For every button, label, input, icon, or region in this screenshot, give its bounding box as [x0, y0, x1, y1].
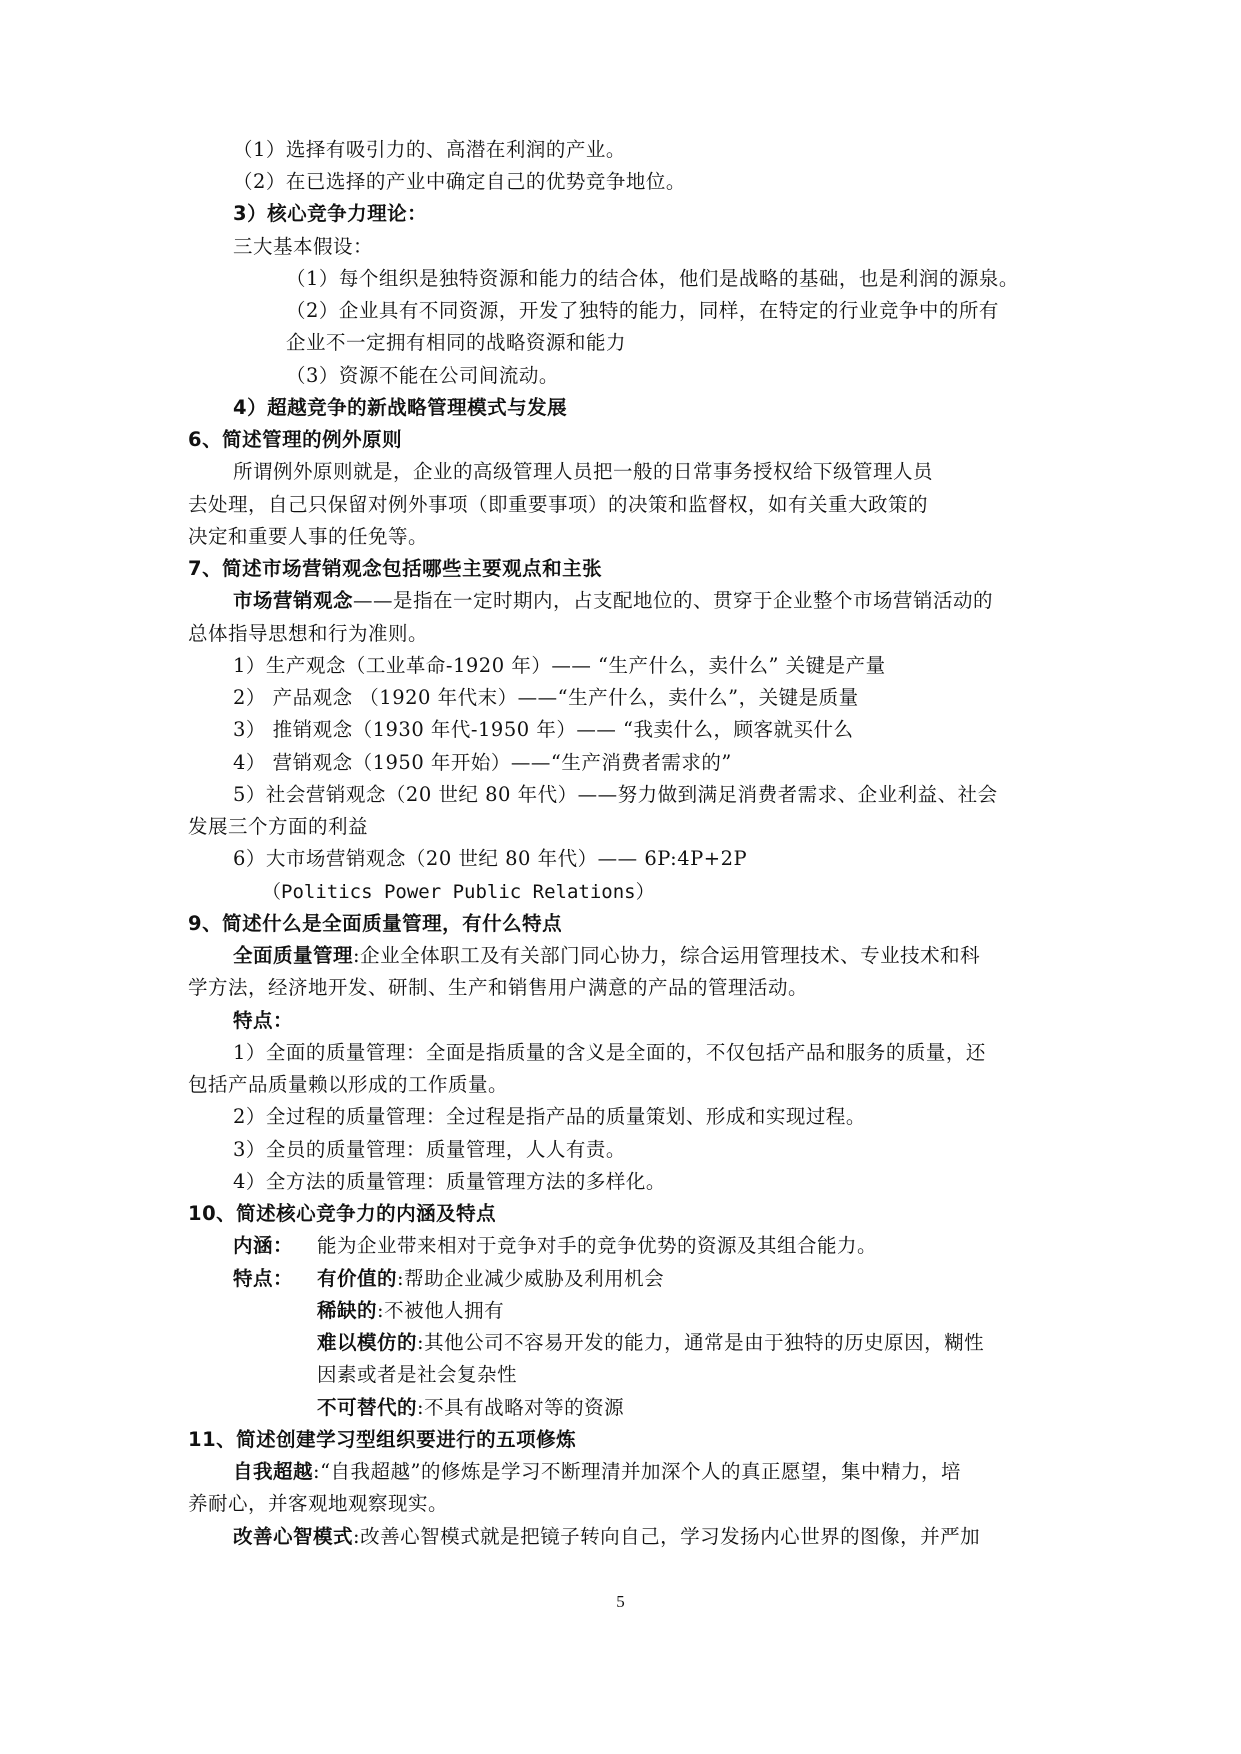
- term-definition: :不具有战略对等的资源: [417, 1396, 625, 1419]
- list-item: 1）全面的质量管理：全面是指质量的含义是全面的，不仅包括产品和服务的质量，还: [233, 1041, 986, 1064]
- term-definition: :“自我超越”的修炼是学习不断理清并加深个人的真正愿望，集中精力，培: [313, 1460, 962, 1483]
- section-heading: 9、简述什么是全面质量管理，有什么特点: [188, 912, 563, 935]
- text-line: 三大基本假设：: [233, 235, 374, 258]
- term-definition: :不被他人拥有: [377, 1299, 505, 1322]
- text-line: 去处理，自己只保留对例外事项（即重要事项）的决策和监督权，如有关重大政策的: [188, 493, 929, 516]
- text-line: （3）资源不能在公司间流动。: [286, 364, 559, 387]
- section-heading: 6、简述管理的例外原则: [188, 428, 403, 451]
- list-item: 2）全过程的质量管理：全过程是指产品的质量策划、形成和实现过程。: [233, 1105, 866, 1128]
- section-heading: 7、简述市场营销观念包括哪些主要观点和主张: [188, 557, 603, 580]
- text-line: [233, 1456, 961, 1488]
- term-label: 市场营销观念: [233, 589, 354, 612]
- term-label: 改善心智模式: [233, 1525, 354, 1548]
- text-line: 决定和重要人事的任免等。: [188, 525, 429, 548]
- term-definition: ——是指在一定时期内，占支配地位的、贯穿于企业整个市场营销活动的: [353, 589, 994, 612]
- text-line: [233, 1230, 877, 1262]
- term-label: 稀缺的: [317, 1299, 378, 1322]
- text-line: （Politics Power Public Relations）: [262, 881, 655, 903]
- text-line: [233, 1521, 980, 1553]
- term-definition: :企业全体职工及有关部门同心协力，综合运用管理技术、专业技术和科: [353, 944, 981, 967]
- text-line: [317, 1295, 504, 1327]
- text-line: 包括产品质量赖以形成的工作质量。: [188, 1073, 509, 1096]
- term-label: 有价值的: [317, 1267, 398, 1290]
- term-label: 内涵：: [233, 1234, 294, 1257]
- text-line: 发展三个方面的利益: [188, 815, 369, 838]
- text-line: [317, 1327, 984, 1359]
- term-label: 特点：: [233, 1009, 294, 1032]
- text-line: （1）选择有吸引力的、高潜在利润的产业。: [233, 138, 626, 161]
- text-line: [317, 1392, 624, 1424]
- text-line: [233, 940, 980, 972]
- subheading: 4）超越竞争的新战略管理模式与发展: [233, 396, 568, 419]
- list-item: 2） 产品观念 （1920 年代末）——“生产什么，卖什么”，关键是质量: [233, 686, 859, 709]
- text-line: [233, 1263, 664, 1295]
- subheading: 3）核心竞争力理论：: [233, 202, 428, 225]
- text-line: 学方法，经济地开发、研制、生产和销售用户满意的产品的管理活动。: [188, 976, 809, 999]
- text-line: 养耐心，并客观地观察现实。: [188, 1492, 449, 1515]
- term-definition: :帮助企业减少威胁及利用机会: [397, 1267, 665, 1290]
- list-item: 5）社会营销观念（20 世纪 80 年代）——努力做到满足消费者需求、企业利益、社会: [233, 783, 998, 806]
- text-line: [233, 585, 993, 617]
- list-item: 4） 营销观念（1950 年开始）——“生产消费者需求的”: [233, 751, 732, 774]
- text-line: （2）在已选择的产业中确定自己的优势竞争地位。: [233, 170, 686, 193]
- term-label: 全面质量管理: [233, 944, 354, 967]
- text-line: 所谓例外原则就是，企业的高级管理人员把一般的日常事务授权给下级管理人员: [233, 460, 934, 483]
- section-heading: 10、简述核心竞争力的内涵及特点: [188, 1202, 497, 1225]
- text-line: （2）企业具有不同资源，开发了独特的能力，同样，在特定的行业竞争中的所有: [286, 299, 999, 322]
- term-label: 不可替代的: [317, 1396, 418, 1419]
- term-definition: :改善心智模式就是把镜子转向自己，学习发扬内心世界的图像，并严加: [353, 1525, 981, 1548]
- term-label: 难以模仿的: [317, 1331, 418, 1354]
- text-line: 总体指导思想和行为准则。: [188, 622, 429, 645]
- term-label: 特点：: [233, 1267, 294, 1290]
- text-line: （1）每个组织是独特资源和能力的结合体，他们是战略的基础，也是利润的源泉。: [286, 267, 1019, 290]
- list-item: 4）全方法的质量管理：质量管理方法的多样化。: [233, 1170, 666, 1193]
- list-item: 6）大市场营销观念（20 世纪 80 年代）—— 6P:4P+2P: [233, 847, 748, 870]
- section-heading: 11、简述创建学习型组织要进行的五项修炼: [188, 1428, 577, 1451]
- list-item: 3）全员的质量管理：质量管理，人人有责。: [233, 1138, 626, 1161]
- text-line: 因素或者是社会复杂性: [317, 1363, 518, 1386]
- term-label: 自我超越: [233, 1460, 314, 1483]
- term-definition: 能为企业带来相对于竞争对手的竞争优势的资源及其组合能力。: [317, 1234, 878, 1257]
- list-item: 1）生产观念（工业革命-1920 年）—— “生产什么，卖什么” 关键是产量: [233, 654, 886, 677]
- page-number: 5: [616, 1592, 625, 1611]
- term-definition: :其他公司不容易开发的能力，通常是由于独特的历史原因，糊性: [417, 1331, 985, 1354]
- text-line: 企业不一定拥有相同的战略资源和能力: [286, 331, 627, 354]
- list-item: 3） 推销观念（1930 年代-1950 年）—— “我卖什么，顾客就买什么: [233, 718, 854, 741]
